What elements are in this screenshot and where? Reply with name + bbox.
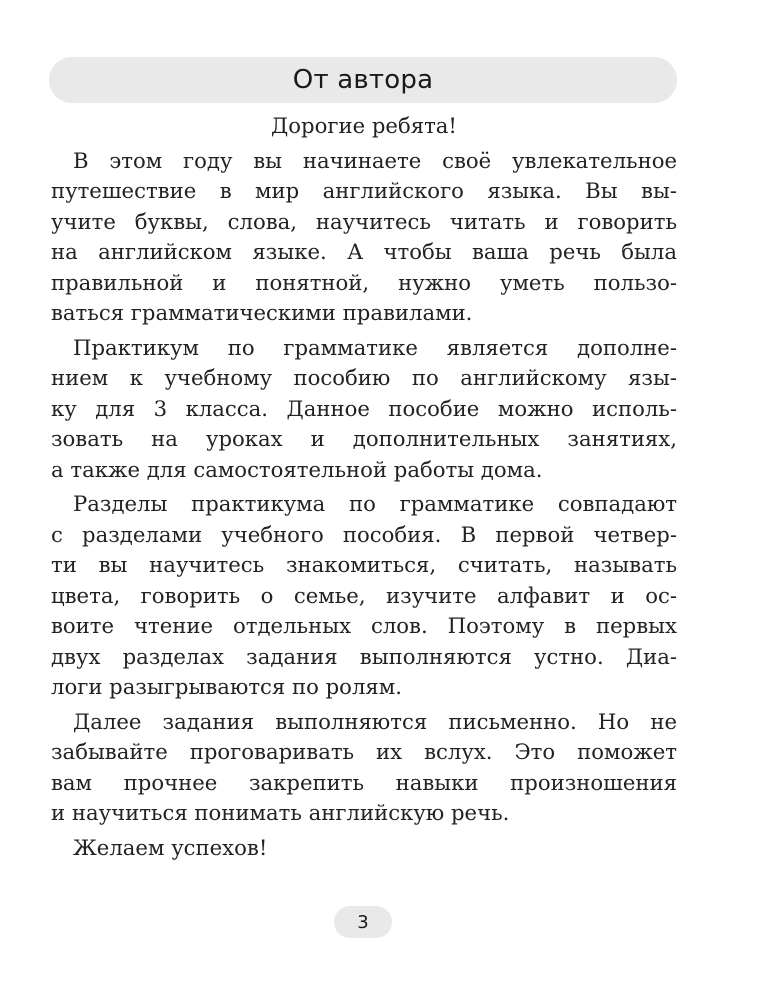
text-line: учите буквы, слова, научитесь читать и говорить (51, 208, 677, 234)
text-line: на английском языке. А чтобы ваша речь была (51, 239, 677, 264)
text-line: забывайте проговаривать их вслух. Это поможет (51, 739, 677, 764)
text-line: и научиться понимать английскую речь. (51, 800, 510, 825)
text-line: вам прочнее закрепить навыки произношения (51, 769, 677, 795)
page-content (51, 111, 677, 867)
text-line: Практикум по грамматике является дополне- (73, 334, 677, 360)
text-line: нием к учебному пособию по английскому язы- (51, 365, 677, 390)
text-line: правильной и понятной, нужно уметь пользо- (51, 269, 677, 295)
paragraph (51, 833, 677, 864)
section-title: От автора (292, 65, 434, 95)
text-line: Далее задания выполняются письменно. Но не (73, 708, 677, 734)
text-line: цвета, говорить о семье, изучите алфавит и ос- (51, 582, 677, 608)
text-line: ку для 3 класса. Данное пособие можно исполь- (51, 395, 677, 421)
text-line: логи разыгрываются по ролям. (51, 674, 402, 699)
text-line: Разделы практикума по грамматике совпадают (73, 491, 677, 516)
text-line: В этом году вы начинаете своё увлекательное (73, 147, 677, 173)
paragraph (51, 489, 677, 703)
text-line: воите чтение отдельных слов. Поэтому в первых (51, 613, 677, 638)
section-header (49, 57, 677, 103)
text-line: зовать на уроках и дополнительных занятиях, (51, 426, 677, 451)
paragraph (51, 707, 677, 829)
text-line: ти вы научитесь знакомиться, считать, называть (51, 552, 677, 577)
text-line: ваться грамматическими правилами. (51, 300, 473, 325)
page-number: 3 (334, 906, 392, 938)
text-line: Желаем успехов! (73, 834, 268, 860)
text-line: а также для самостоятельной работы дома. (51, 456, 543, 482)
greeting: Дорогие ребята! (271, 113, 457, 138)
paragraph (51, 146, 677, 329)
text-line: с разделами учебного пособия. В первой четвер- (51, 521, 677, 547)
paragraphs (51, 146, 677, 864)
text-line: двух разделах задания выполняются устно. Диа- (51, 643, 677, 669)
text-line: путешествие в мир английского языка. Вы вы- (51, 178, 677, 203)
paragraph (51, 333, 677, 486)
